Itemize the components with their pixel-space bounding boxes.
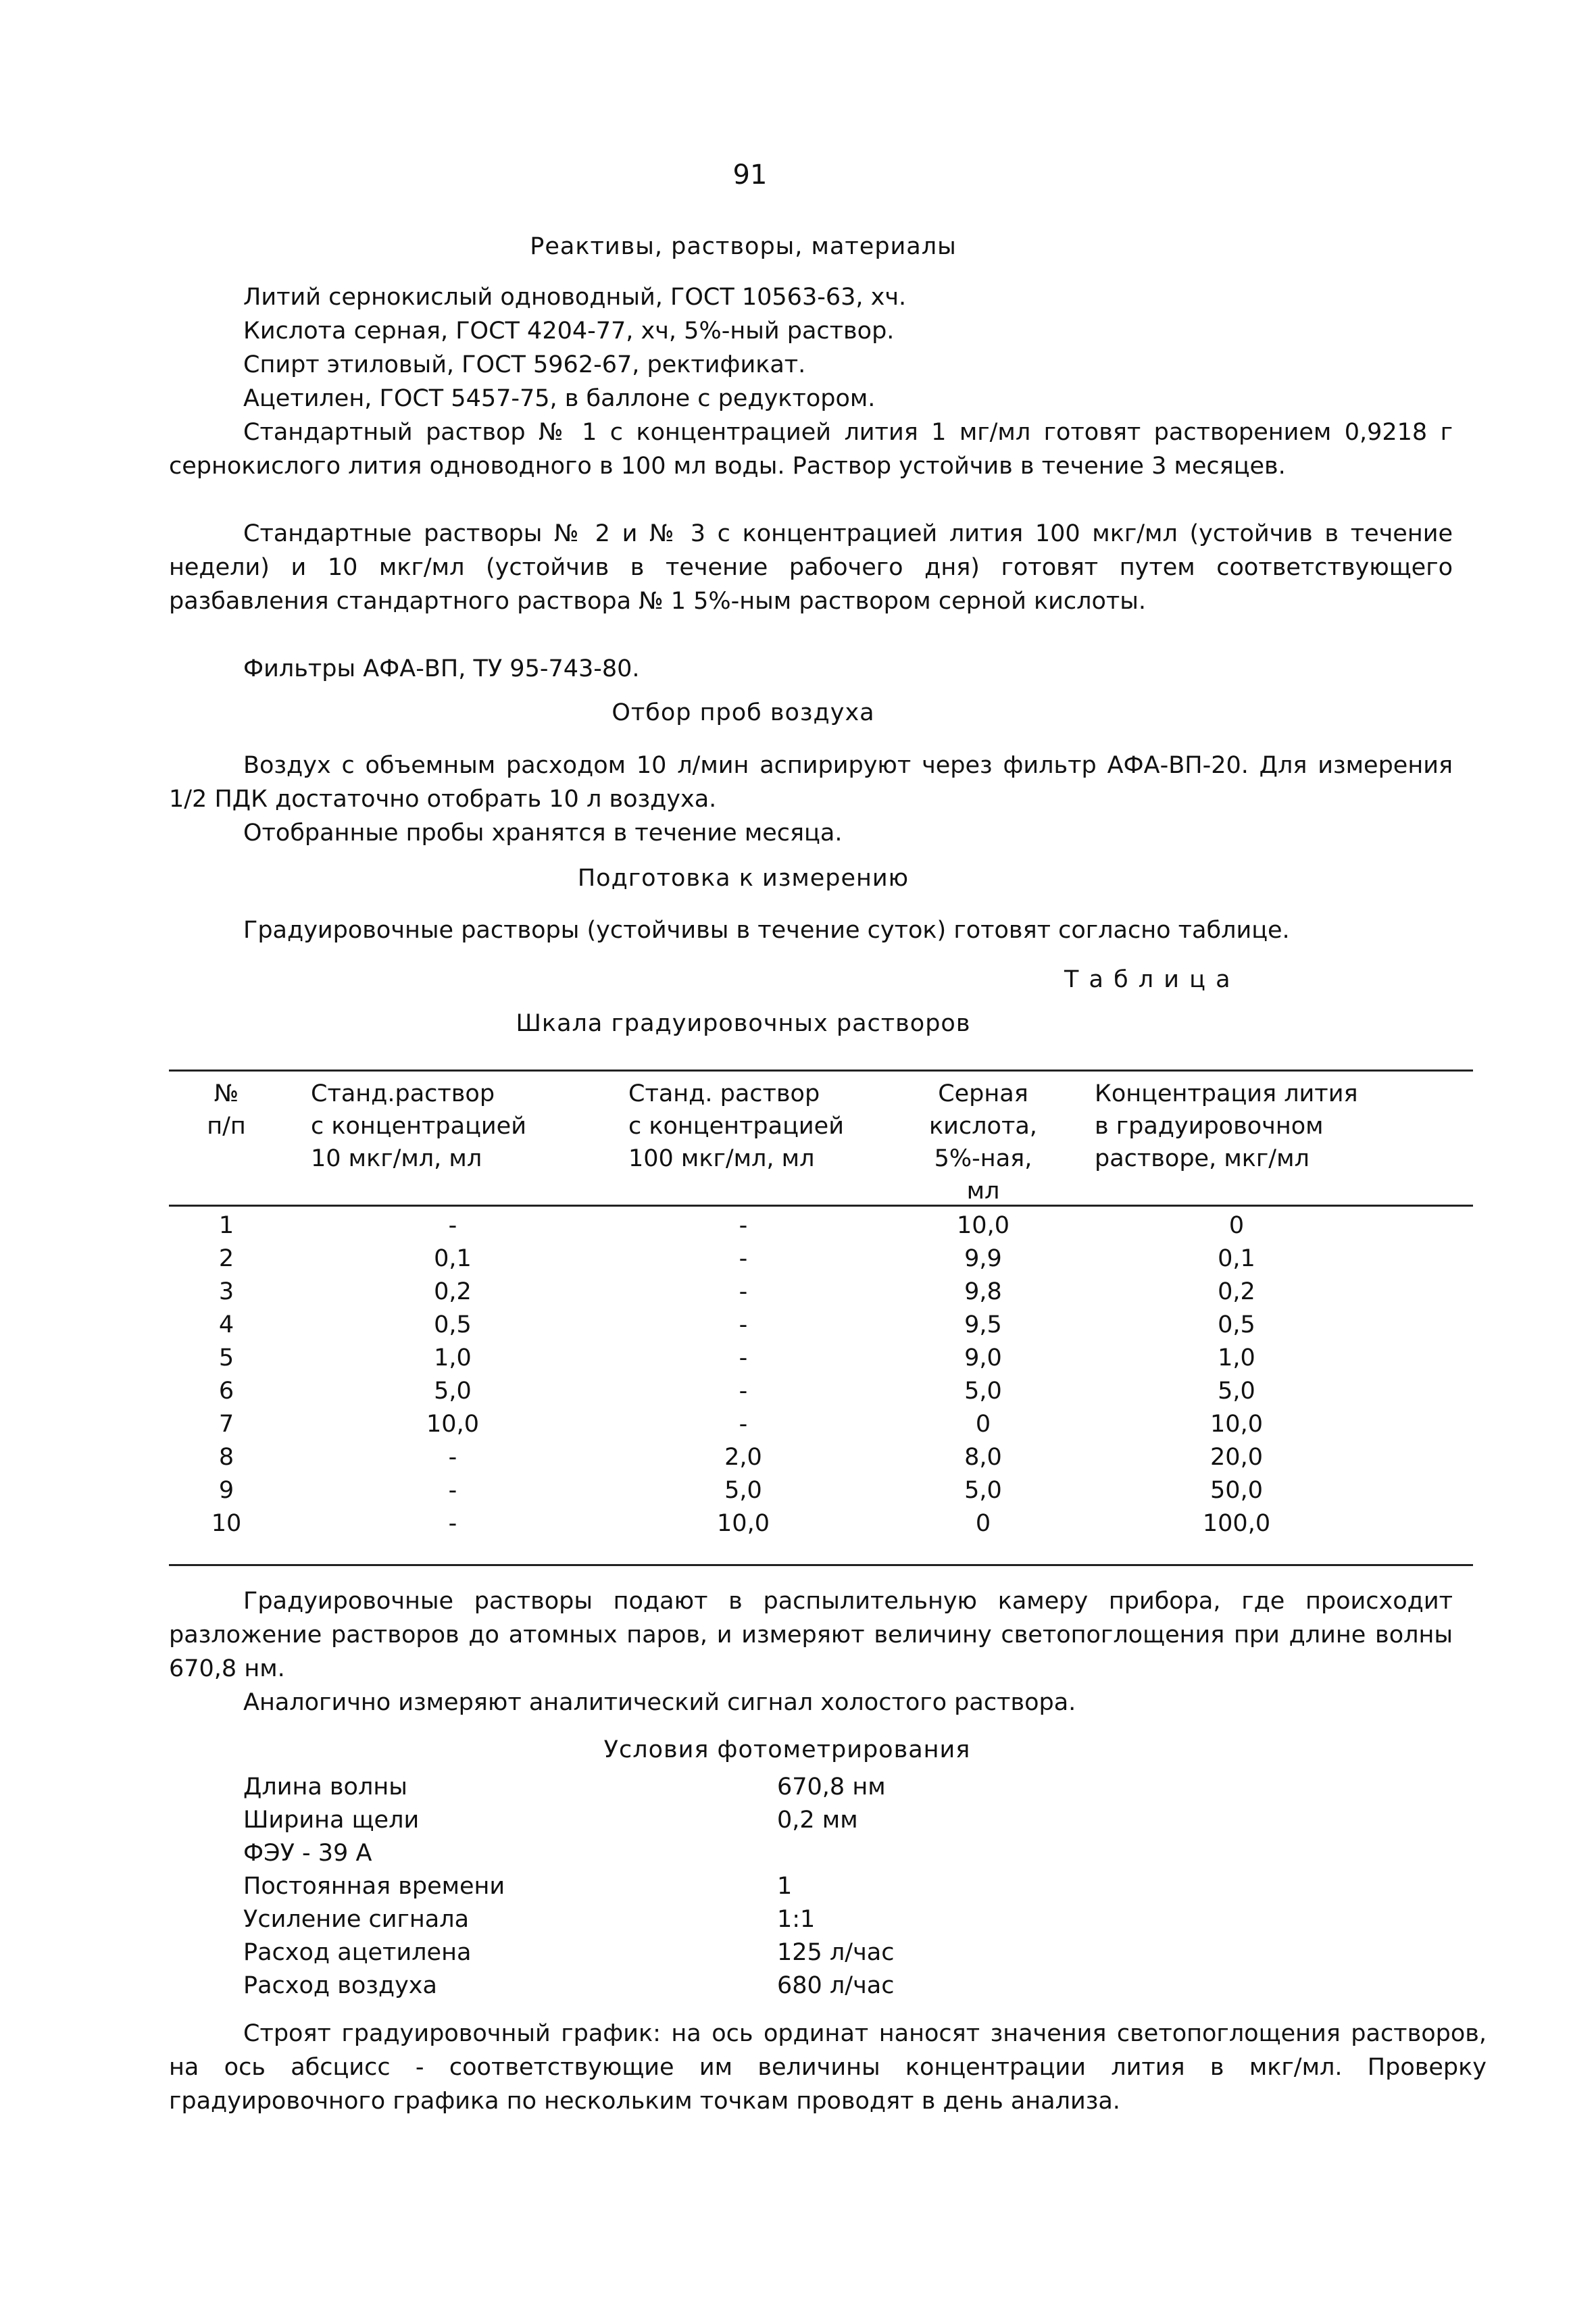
table-cell: 10,0 — [957, 1212, 1009, 1239]
table-header-concentration: Концентрация лития в градуировочном растворе, мкг/мл — [1095, 1080, 1358, 1172]
table-cell: 3 — [218, 1278, 234, 1305]
table-cell: 10 — [211, 1510, 242, 1537]
measurement-paragraph: Градуировочные растворы подают в распылительную камеру прибора, где происходит разложение растворов до атомных паров, и измеряют величину светопоглощения при длине волны 670,8 нм. — [169, 1588, 1453, 1682]
table-cell: 10,0 — [1210, 1411, 1263, 1438]
table-cell: 0,1 — [1218, 1245, 1255, 1272]
page-number: 91 — [732, 159, 768, 191]
table-cell: - — [739, 1311, 748, 1338]
table-header-std10: Станд.раствор с концентрацией 10 мкг/мл, мл — [311, 1080, 526, 1172]
table-top-rule — [169, 1070, 1473, 1072]
condition-label: Постоянная времени — [243, 1873, 505, 1900]
table-cell: 0,5 — [1218, 1311, 1255, 1338]
condition-value: 670,8 нм — [777, 1774, 886, 1801]
reagents-heading: Реактивы, растворы, материалы — [530, 233, 957, 260]
table-cell: 9,5 — [964, 1311, 1002, 1338]
reagent-item: Литий сернокислый одноводный, ГОСТ 10563-63, хч. — [243, 284, 907, 311]
reagent-item: Кислота серная, ГОСТ 4204-77, хч, 5%-ный раствор. — [243, 318, 895, 345]
table-cell: 9,0 — [964, 1344, 1002, 1372]
table-cell: 5,0 — [724, 1477, 762, 1504]
table-header-std100: Станд. раствор с концентрацией 100 мкг/мл, мл — [628, 1080, 844, 1172]
conditions-heading: Условия фотометрирования — [603, 1736, 971, 1763]
table-cell: 1,0 — [434, 1344, 472, 1372]
table-cell: 50,0 — [1210, 1477, 1263, 1504]
table-cell: 7 — [218, 1411, 234, 1438]
table-label: Т а б л и ц а — [1064, 966, 1232, 993]
table-bottom-rule — [169, 1564, 1473, 1566]
table-cell: 0,2 — [434, 1278, 472, 1305]
table-cell: 10,0 — [717, 1510, 770, 1537]
condition-value: 0,2 мм — [777, 1807, 858, 1834]
condition-label: Усиление сигнала — [243, 1906, 470, 1933]
table-cell: - — [739, 1344, 748, 1372]
reagent-item: Спирт этиловый, ГОСТ 5962-67, ректификат. — [243, 351, 806, 378]
table-cell: 5,0 — [964, 1378, 1002, 1405]
table-caption: Шкала градуировочных растворов — [516, 1010, 971, 1037]
table-cell: 100,0 — [1202, 1510, 1271, 1537]
table-cell: 20,0 — [1210, 1444, 1263, 1471]
table-cell: 10,0 — [426, 1411, 479, 1438]
table-cell: 9,9 — [964, 1245, 1002, 1272]
sampling-paragraph: Воздух с объемным расходом 10 л/мин аспирируют через фильтр АФА-ВП-20. Для измерения 1/2 ПДК достаточно отобрать 10 л воздуха. — [169, 752, 1453, 813]
table-cell: 0,5 — [434, 1311, 472, 1338]
table-cell: - — [739, 1212, 748, 1239]
sampling-heading: Отбор проб воздуха — [612, 699, 875, 726]
condition-value: 1 — [777, 1873, 793, 1900]
condition-label: ФЭУ - 39 А — [243, 1840, 372, 1867]
condition-label: Расход воздуха — [243, 1972, 437, 1999]
reagent-item: Ацетилен, ГОСТ 5457-75, в баллоне с редуктором. — [243, 385, 876, 412]
table-cell: 1,0 — [1218, 1344, 1255, 1372]
table-cell: 0 — [975, 1411, 991, 1438]
condition-label: Ширина щели — [243, 1807, 420, 1834]
condition-value: 680 л/час — [777, 1972, 895, 1999]
table-cell: - — [739, 1278, 748, 1305]
standard-solution-1-paragraph: Стандартный раствор № 1 с концентрацией лития 1 мг/мл готовят растворением 0,9218 г сернокислого лития одноводного в 100 мл воды. Раствор устойчив в течение 3 месяцев. — [169, 419, 1453, 480]
table-cell: 5,0 — [964, 1477, 1002, 1504]
condition-label: Длина волны — [243, 1774, 407, 1801]
condition-value: 1:1 — [777, 1906, 816, 1933]
table-cell: 9 — [218, 1477, 234, 1504]
table-cell: 5,0 — [434, 1378, 472, 1405]
table-cell: 0,1 — [434, 1245, 472, 1272]
table-cell: - — [739, 1378, 748, 1405]
table-header-acid: Серная кислота, 5%-ная, мл — [929, 1080, 1037, 1205]
table-cell: 1 — [218, 1212, 234, 1239]
preparation-line: Градуировочные растворы (устойчивы в течение суток) готовят согласно таблице. — [243, 917, 1290, 944]
table-header-num: № п/п — [207, 1080, 246, 1140]
table-cell: - — [739, 1411, 748, 1438]
table-cell: - — [448, 1477, 457, 1504]
table-cell: 6 — [218, 1378, 234, 1405]
storage-line: Отобранные пробы хранятся в течение месяца. — [243, 820, 843, 847]
blank-line: Аналогично измеряют аналитический сигнал холостого раствора. — [243, 1689, 1076, 1716]
table-cell: 5 — [218, 1344, 234, 1372]
table-cell: - — [739, 1245, 748, 1272]
table-cell: 5,0 — [1218, 1378, 1255, 1405]
table-cell: 0 — [1228, 1212, 1245, 1239]
table-cell: 0,2 — [1218, 1278, 1255, 1305]
table-cell: 2,0 — [724, 1444, 762, 1471]
filters-line: Фильтры АФА-ВП, ТУ 95-743-80. — [243, 655, 640, 682]
table-cell: 8 — [218, 1444, 234, 1471]
condition-label: Расход ацетилена — [243, 1939, 472, 1966]
table-cell: 9,8 — [964, 1278, 1002, 1305]
standard-solutions-2-3-paragraph: Стандартные растворы № 2 и № 3 с концентрацией лития 100 мкг/мл (устойчив в течение недели) и 10 мкг/мл (устойчив в течение рабочего дня) готовят путем соответствующего разбавления стандартного раствора № 1 5%-ным раствором серной кислоты. — [169, 520, 1453, 615]
table-cell: 8,0 — [964, 1444, 1002, 1471]
table-header-rule — [169, 1205, 1473, 1207]
table-cell: 2 — [218, 1245, 234, 1272]
preparation-heading: Подготовка к измерению — [577, 865, 909, 892]
graph-paragraph: Строят градуировочный график: на ось ординат наносят значения светопоглощения растворов, на ось абсцисс - соответствующие им величины концентрации лития в мкг/мл. Проверку градуировочного графика по нескольким точкам проводят в день анализа. — [169, 2020, 1487, 2115]
table-cell: - — [448, 1212, 457, 1239]
table-cell: 0 — [975, 1510, 991, 1537]
table-cell: - — [448, 1444, 457, 1471]
table-cell: - — [448, 1510, 457, 1537]
condition-value: 125 л/час — [777, 1939, 895, 1966]
table-cell: 4 — [218, 1311, 234, 1338]
